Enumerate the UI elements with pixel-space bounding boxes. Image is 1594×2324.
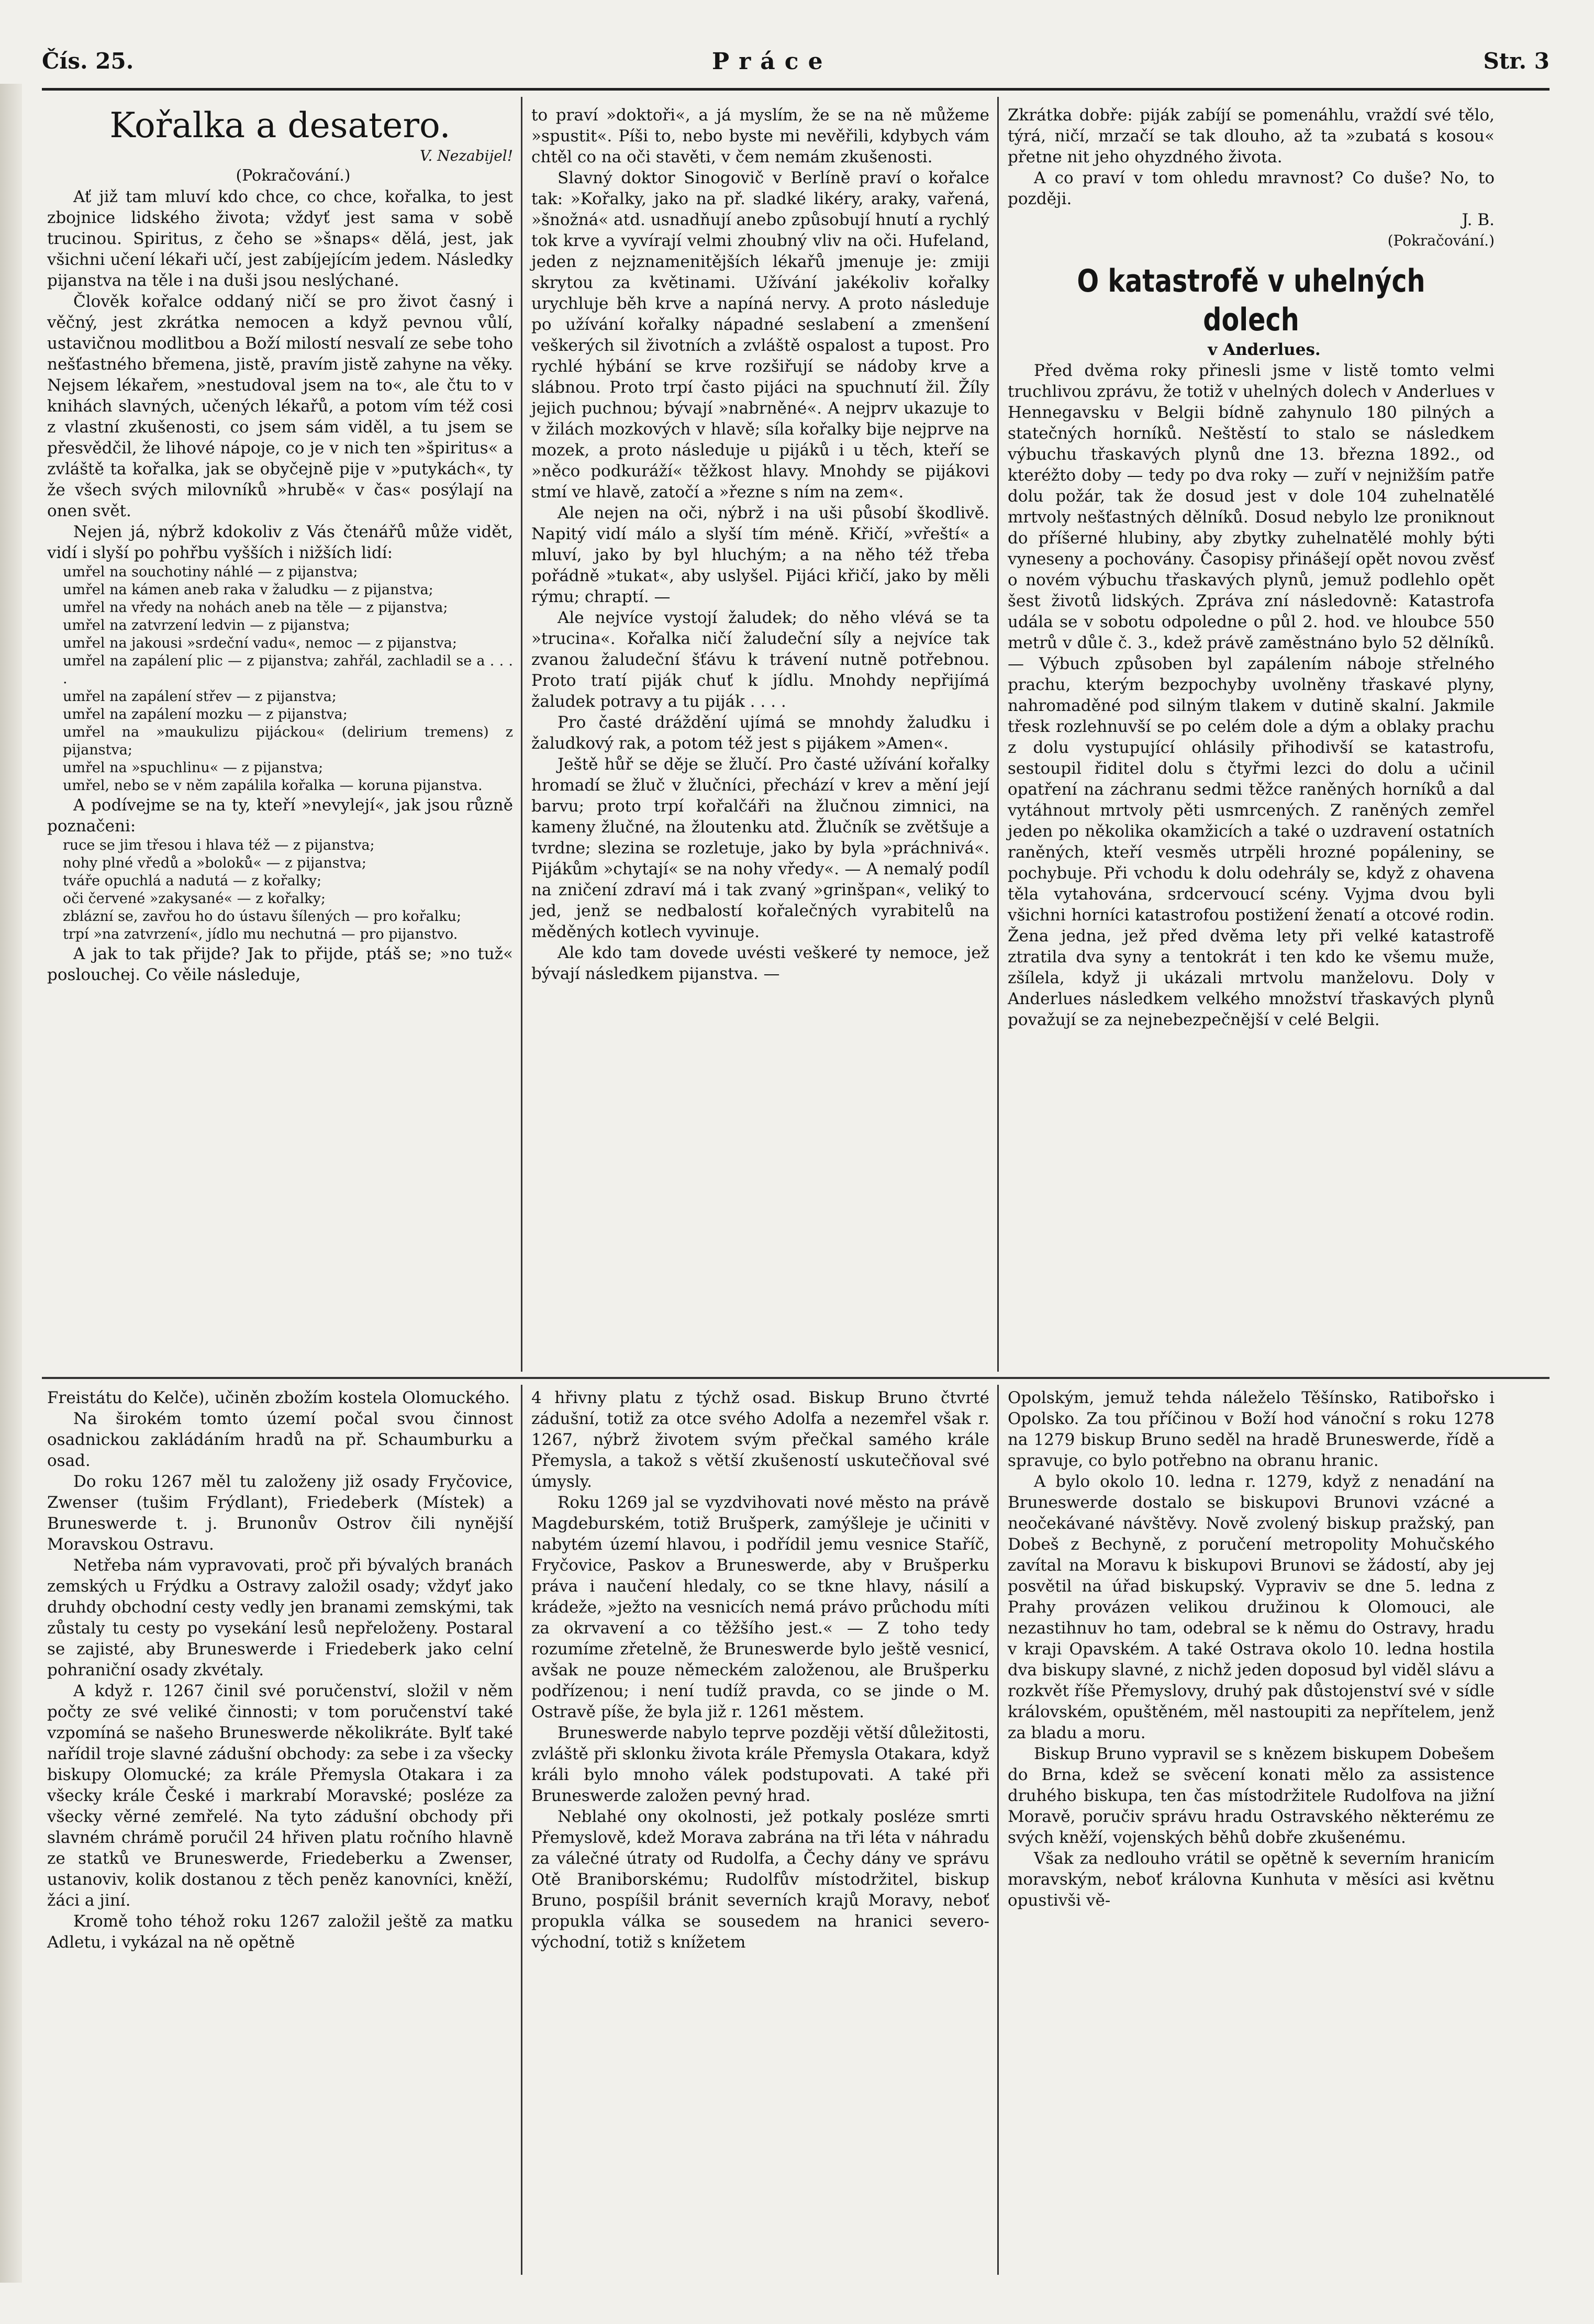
- column-2-upper: [531, 105, 989, 984]
- paragraph: Slavný doktor Sinogovič v Berlíně praví o kořalce tak: »Kořalky, jako na př. sladké likéry, araky, vařená, »šnožná« atd. usnadňují anebo způsobují hnutí a rychlý tok krve a vyvírají velmi zhoubný vliv na oči. Hufeland, jeden z nejznamenitějších lékařů jmenuje je: zmiji skrytou za květinami. Užívání jakékoliv kořalky urychluje běh krve a napíná nervy. A proto následuje po užívání kořalky nápadné seslabení a zmenšení veškerých sil životních a zvláště ospalost a tupost. Pro rychlé hýbání se krve rozšiřují se nádoby krve a slábnou. Proto trpí často pijáci na spuchnutí žil. Žíly jejich puchnou; bývají »nabrněné«. A nejprv ukazuje to v žilách mozkových v hlavě; síla kořalky bije nejprve na mozek, a proto následuje u pijáků i u těch, kteří se »něco podkuráží« těžkost hlavy. Mnohdy se pijákovi stmí ve hlavě, zatočí a »řezne s ním na zem«.: [531, 169, 989, 502]
- list-item: umřel na zapálení plic — z pijanstva; zahřál, zachladil se a . . . .: [63, 653, 513, 687]
- article-title-koralka: Kořalka a desatero.: [109, 105, 451, 146]
- article-subtitle: v Anderlues.: [1208, 340, 1321, 359]
- page-number: Str. 3: [1483, 48, 1550, 74]
- list-item: nohy plné vředů a »boloků« — z pijanstva;: [63, 855, 366, 871]
- paragraph: Na širokém tomto území počal svou činnost osadnickou zakládáním hradů na př. Schaumburku a osad.: [47, 1409, 513, 1470]
- column-divider: [997, 1385, 999, 2275]
- list-item: umřel na zapálení mozku — z pijanstva;: [63, 706, 348, 722]
- list-item: zblázní se, zavřou ho do ústavu šílených — pro kořalku;: [63, 908, 462, 925]
- paragraph: to praví »doktoři«, a já myslím, že se na ně můžeme »spustit«. Píši to, nebo byste mi nevěřili, kdybych vám chtěl co na oči stavěti, v čem nemám zkušenosti.: [531, 106, 989, 166]
- paragraph: Opolským, jemuž tehda náleželo Těšínsko, Ratibořsko i Opolsko. Za tou příčinou v Boží hod vánoční s roku 1278 na 1279 biskup Bruno seděl na hradě Bruneswerde, řídě a spravuje, co bylo potřebno na obranu hranic.: [1008, 1388, 1495, 1470]
- column-3-upper: [1008, 105, 1495, 1030]
- paragraph: A co praví v tom ohledu mravnost? Co duše? No, to později.: [1008, 169, 1495, 208]
- cause-of-death-list: [63, 563, 513, 795]
- paragraph: 4 hřivny platu z týchž osad. Biskup Bruno čtvrté zádušní, totiž za otce svého Adolfa a nezemřel však r. 1267, nýbrž životem svým přečkal samého krále Přemysla, a takož s větší zkušeností uskutečňoval své úmysly.: [531, 1388, 989, 1491]
- paragraph: Člověk kořalce oddaný ničí se pro život časný i věčný, jest zkrátka nemocen a když pevnou vůlí, ustavičnou modlitbou a Boží milostí nesvalí ze sebe toho nešťastného břemena, jistě, pravím jistě zahyne na věky. Nejsem lékařem, »nestudoval jsem na to«, ale čtu to v knihách slavných, učených lékařů, a potom vím též cosi z vlastní zkušenosti, co jsem sám viděl, a tu jsem se přesvědčil, že lihové nápoje, co je v nich ten »špiritus« a zvláště ta kořalka, jak se obyčejně pije v »putykách«, ty že všech svých milovníků »hrubě« v čas« posýlají na onen svět.: [47, 292, 513, 520]
- list-item: umřel na »spuchlinu« — z pijanstva;: [63, 760, 324, 776]
- list-item: oči červené »zakysané« — z kořalky;: [63, 891, 326, 907]
- article-author: V. Nezabijel!: [420, 147, 513, 164]
- column-divider: [521, 1385, 522, 2275]
- symptom-list: [63, 837, 513, 943]
- newspaper-title: Práce: [712, 48, 832, 75]
- list-item: umřel na souchotiny náhlé — z pijanstva;: [63, 564, 358, 580]
- list-item: ruce se jim třesou i hlava též — z pijanstva;: [63, 837, 375, 853]
- list-item: tváře opuchlá a nadutá — z kořalky;: [63, 873, 322, 889]
- paragraph: Nejen já, nýbrž kdokoliv z Vás čtenářů může vidět, vidí i slyší po pohřbu vyšších i nižších lidí:: [47, 522, 513, 562]
- column-divider: [997, 97, 999, 1372]
- header-rule: [42, 88, 1550, 91]
- page-header: [42, 48, 1550, 85]
- column-1-upper: [47, 105, 513, 985]
- continued-label: (Pokračování.): [236, 166, 351, 185]
- column-1-lower: [47, 1387, 513, 1953]
- paragraph: Ale kdo tam dovede uvésti veškeré ty nemoce, jež bývají následkem pijanstva. —: [531, 943, 989, 983]
- paragraph: A podívejme se na ty, kteří »nevylejí«, jak jsou různě poznačeni:: [47, 796, 513, 836]
- left-binding-edge: [0, 84, 22, 2283]
- list-item: umřel na vředy na nohách aneb na těle — z pijanstva;: [63, 599, 448, 616]
- paragraph: Zkrátka dobře: piják zabíjí se pomenáhlu, vraždí své tělo, týrá, ničí, mrzačí se tak dlouho, až ta »zubatá s kosou« přetne nit jeho ohyzdného života.: [1008, 106, 1495, 166]
- paragraph: Netřeba nám vypravovati, proč při bývalých branách zemských u Frýdku a Ostravy založil osady; vždyť jako druhdy obchodní cesty vedly jen branami zemskými, tak zůstaly tu cesty po vysekání lesů nepřeloženy. Postaral se zajisté, aby Bruneswerde i Friedeberk jako celní pohraniční osady zkvétaly.: [47, 1556, 513, 1680]
- paragraph: Biskup Bruno vypravil se s knězem biskupem Dobešem do Brna, kdež se svěcení konati mělo za assistence druhého biskupa, ten čas místodržitele Rudolfova na jižní Moravě, poručiv správu hradu Ostravského některému ze svých kněží, vojenských běhů dobře zkušenému.: [1008, 1744, 1495, 1847]
- continued-label: (Pokračování.): [1387, 232, 1495, 249]
- paragraph: A bylo okolo 10. ledna r. 1279, když z nenadání na Bruneswerde dostalo se biskupovi Brunovi vzácné a neočekávané návštěvy. Nově zvolený biskup pražský, pan Dobeš z Bechyně, z poručení metropolity Mohučského zavítal na Moravu k biskupovi Brunovi se žádostí, aby jej posvětil na úřad biskupský. Vypraviv se dne 5. ledna z Prahy provázen velikou družinou k Olomouci, ale nezastihnuv ho tam, odebral se k němu do Ostravy, hradu v kraji Opavském. A také Ostrava okolo 10. ledna hostila dva biskupy slavné, z nichž jeden doposud byl viděl slávu a rozkvět říše Přemyslovy, druhý pak důstojenství své v sídle královském, opuštěném, měl nastoupiti za nepřítelem, jenž za bladu a moru.: [1008, 1472, 1495, 1742]
- paragraph: Kromě toho téhož roku 1267 založil ještě za matku Adletu, i vykázal na ně opětně: [47, 1912, 513, 1952]
- paragraph: A jak to tak přijde? Jak to přijde, ptáš se; »no tuž« poslouchej. Co věile následuje,: [47, 944, 513, 984]
- list-item: umřel na »maukulizu pijáckou« (delirium tremens) z pijanstva;: [63, 724, 513, 758]
- list-item: umřel na zapálení střev — z pijanstva;: [63, 688, 337, 705]
- paragraph: Do roku 1267 měl tu založeny již osady Fryčovice, Zwenser (tušim Frýdlant), Friedeberk (Místek) a Bruneswerde t. j. Brunonův Ostrov čili nynější Moravskou Ostravu.: [47, 1472, 513, 1554]
- list-item: umřel na kámen aneb raka v žaludku — z pijanstva;: [63, 582, 433, 598]
- column-3-lower: [1008, 1387, 1495, 1911]
- list-item: trpí »na zatvrzení«, jídlo mu nechutná — pro pijanstvo.: [63, 926, 458, 942]
- list-item: umřel, nebo se v něm zapálila kořalka — koruna pijanstva.: [63, 777, 483, 794]
- paragraph: Ať již tam mluví kdo chce, co chce, kořalka, to jest zbojnice lidského života; vždyť jest sama v sobě trucinou. Spiritus, z čeho se »šnaps« dělá, jest, jak všichni učení lékaři učí, jest zabíjejícím jedem. Následky pijanstva na těle i na duši jsou neslýchané.: [47, 187, 513, 290]
- paragraph: Ale nejvíce vystojí žaludek; do něho vlévá se ta »trucina«. Kořalka ničí žaludeční síly a nejvíce tak zvanou žaludeční šťávu k trávení nutně potřebnou. Proto tratí piják chuť k jídlu. Mnohdy nepřijímá žaludek potravy a tu piják . . . .: [531, 608, 989, 711]
- column-2-lower: [531, 1387, 989, 1953]
- paragraph: Freistátu do Kelče), učiněn zbožím kostela Olomuckého.: [47, 1388, 510, 1407]
- paragraph: A když r. 1267 činil své poručenství, složil v něm počty ze své veliké činnosti; v tom poručenství také vzpomíná se našeho Bruneswerde několikráte. Bylť také nařídil troje slavné zádušní obchody: za sebe i za všecky biskupy Olomucké; za krále Přemysla Otakara i za všecky krále České i markrabí Moravské; posléze za všecky věrné zemřelé. Na tyto zádušní obchody při slavném chrámě poručil 24 hřiven platu ročního hlavně ze statků ve Bruneswerde, Friedeberku a Zwenser, ustanoviv, kolik dostanou z těch peněz kanovníci, kněží, žáci a jiní.: [47, 1682, 513, 1910]
- paragraph: Před dvěma roky přinesli jsme v listě tomto velmi truchlivou zprávu, že totiž v uhelných dolech v Anderlues v Hennegavsku v Belgii bídně zahynulo 180 pilných a statečných horníků. Neštěstí to stalo se následkem výbuchu třaskavých plynů dne 13. března 1892., od kteréžto doby — tedy po dva roky — zuří v nejnižším patře dolu požár, tak že dosud jest v dole 104 zuhelnatělé mrtvoly nešťastných dělníků. Dosud nebylo lze proniknout do příšerné hlubiny, aby zbytky zuhelnatělé mohly býti vyneseny a pochovány. Časopisy přinášejí opět novou zvěsť o novém výbuchu třaskavých plynů, jemuž podlehlo opět šest životů lidských. Zpráva zní následovně: Katastrofa udála se v sobotu odpoledne o půl 2. hod. ve hloubce 550 metrů v důle č. 3., kdež právě zaměstnáno bylo 52 dělníků. — Výbuch způsoben byl zapálením náboje střelného prachu, kterým bezpochyby uvolněny třaskavé plyny, nahromaděné pod silným tlakem v dutině skalní. Jakmile třesk rozlehnuvší se po celém dole a dým a oblaky prachu z dolu vystupující ohlásily přihodivší se katastrofu, sestoupil řiditel dolu s čtyřmi lezci do dolu a učinil opatření na záchranu sedmi těžce raněných horníků a dal vytáhnout mrtvoly pěti usmrcených. Z raněných zemřel jeden po několika okamžicích a také o uzdravení ostatních raněných, kteří vesměs utrpěli hrozné popáleniny, se pochybuje. Při vchodu k dolu odehrály se, když z ohavena těla vytahována, srdcervoucí scény. Vyjma dvou byli všichni horníci katastrofou postižení ženatí a otcové rodin. Žena jedna, jež před dvěma lety při velké katastrofě ztratila dva syny a tentokrát i ten kdo ke všemu muže, zšílela, když ji ukázali mrtvolu manželovu. Doly v Anderlues následkem velkého množství třaskavých plynů považují se za nejnebezpečnější v celé Belgii.: [1008, 361, 1495, 1029]
- paragraph: Však za nedlouho vrátil se opětně k severním hranicím moravským, neboť královna Kunhuta v měsíci asi květnu opustivši vě-: [1008, 1849, 1495, 1910]
- list-item: umřel na zatvrzení ledvin — z pijanstva;: [63, 617, 350, 633]
- section-divider: [42, 1377, 1550, 1379]
- paragraph: Ještě hůř se děje se žlučí. Pro časté užívání kořalky hromadí se žluč v žlučníci, přechází v krev a mění její barvu; proto trpí kořalčáři na žlučnou zimnici, na kameny žlučné, na žloutenku atd. Žlučník se zvětšuje a tvrdne; slezina se rozletuje, jako by byla »práchnivá«. Pijákům »chytají« se na nohy vředy«. — A nemalý podíl na zničení zdraví má i tak zvaný »grinšpan«, veliký to jed, jenž se nedbalostí kořalečných vyrabitelů na měděných kotlech vyvinuje.: [531, 755, 989, 941]
- issue-number: Čís. 25.: [42, 48, 134, 74]
- paragraph: Neblahé ony okolnosti, jež potkaly posléze smrti Přemyslově, kdež Morava zabrána na tři léta v náhradu za válečné útraty od Rudolfa, a Čechy dány ve správu Otě Braniborskému; Rudolfův místodržitel, biskup Bruno, pospíšil bránit severních krajů Moravy, neboť propukla válka se sousedem na hranici severo-východní, totiž s knížetem: [531, 1807, 989, 1952]
- paragraph: Pro časté dráždění ujímá se mnohdy žaludku i žaludkový rak, a potom též jest s pijákem »Amen«.: [531, 713, 989, 753]
- paragraph: Ale nejen na oči, nýbrž i na uši působí škodlivě. Napitý vidí málo a slyší tím méně. Křičí, »vřeští« a mluví, jako by byl hluchým; a na něho též třeba pořádně »tukat«, aby uslyšel. Pijáci křičí, jako by měli rýmu; chraptí. —: [531, 504, 989, 606]
- column-divider: [521, 97, 522, 1372]
- paragraph: Bruneswerde nabylo teprve později větší důležitosti, zvláště při sklonku života krále Přemysla Otakara, když králi bylo mnoho válek podstupovati. A také při Bruneswerde založen pevný hrad.: [531, 1723, 989, 1805]
- signature: J. B.: [1462, 210, 1495, 229]
- list-item: umřel na jakousi »srdeční vadu«, nemoc — z pijanstva;: [63, 635, 457, 651]
- article-title-katastrofa: O katastrofě v uhelných dolech: [1077, 263, 1425, 338]
- paragraph: Roku 1269 jal se vyzdvihovati nové město na právě Magdeburském, totiž Brušperk, zamýšleje je učiniti v nabytém území hlavou, i podřídil jemu vesnice Staříč, Fryčovice, Paskov a Bruneswerde, aby v Brušperku práva i naučení hledaly, co se tkne hlavy, násilí a krádeže, »ježto na vesnicích nemá právo průchodu míti za okrvavení a co těžšího jest.« — Z toho tedy rozumíme zřetelně, že Bruneswerde bylo ještě vesnicí, avšak ne pouze německém založenou, ale Brušperku podřízenou; i není tudíž pravda, co se jinde o M. Ostravě píše, že byla již r. 1261 městem.: [531, 1493, 989, 1721]
